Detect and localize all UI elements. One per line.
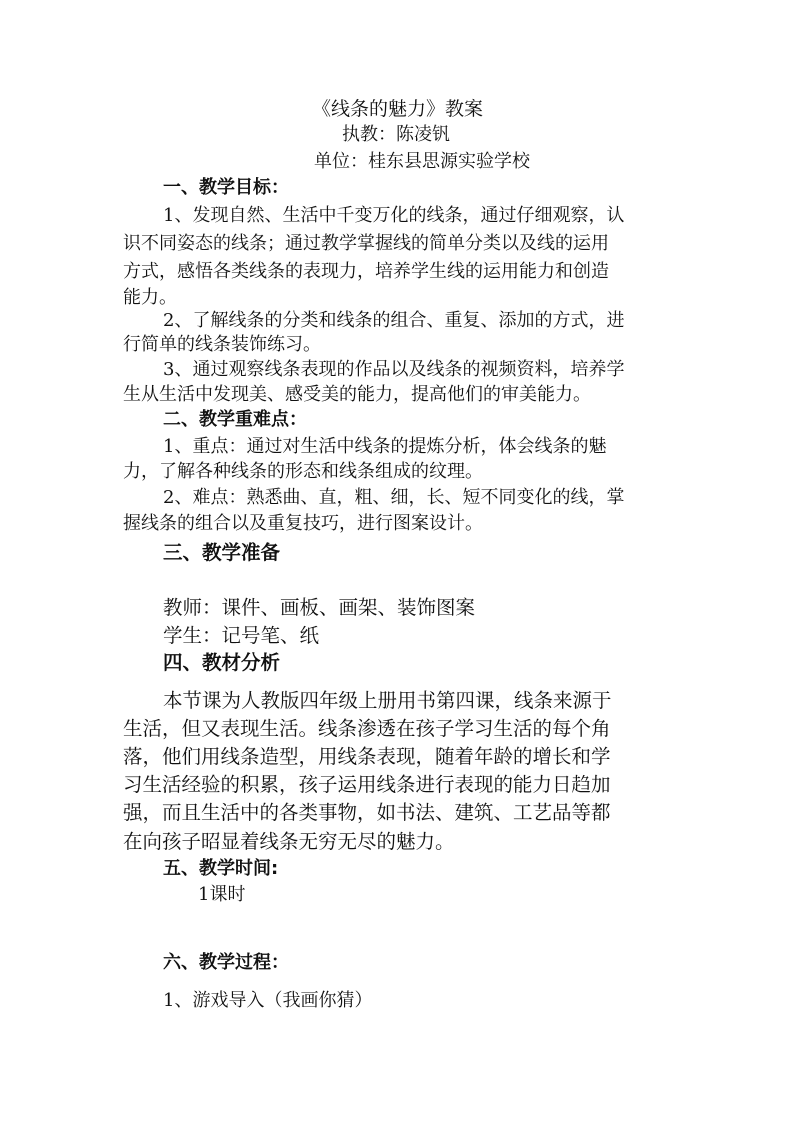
analysis-line-5: 强，而且生活中的各类事物，如书法、建筑、工艺品等都 bbox=[123, 801, 611, 824]
analysis-line-6: 在向孩子昭显着线条无穷无尽的魅力。 bbox=[123, 830, 455, 853]
section-heading-preparation: 三、教学准备 bbox=[163, 541, 281, 564]
key-point-line-2: 力，了解各种线条的形态和线条组成的纹理。 bbox=[123, 461, 483, 482]
analysis-line-3: 落，他们用线条造型，用线条表现，随着年龄的增长和学 bbox=[123, 745, 611, 768]
section-heading-key-points: 二、教学重难点： bbox=[163, 409, 307, 430]
document-title: 《线条的魅力》教案 bbox=[312, 98, 484, 120]
objective-1-line-2: 识不同姿态的线条；通过教学掌握线的简单分类以及线的运用 bbox=[123, 233, 609, 254]
objective-3-line-1: 3、通过观察线条表现的作品以及线条的视频资料，培养学 bbox=[163, 359, 625, 380]
objective-2-line-1: 2、了解线条的分类和线条的组合、重复、添加的方式，进 bbox=[163, 310, 625, 331]
student-materials: 学生：记号笔、纸 bbox=[163, 624, 320, 647]
teacher-line: 执教：陈凌钒 bbox=[342, 124, 450, 145]
objective-2-line-2: 行简单的线条装饰练习。 bbox=[123, 334, 321, 355]
teaching-time-value: 1课时 bbox=[198, 884, 246, 905]
process-step-1: 1、游戏导入（我画你猜） bbox=[163, 990, 373, 1011]
section-heading-objectives: 一、教学目标： bbox=[163, 177, 289, 198]
objective-3-line-2: 生从生活中发现美、感受美的能力，提高他们的审美能力。 bbox=[123, 384, 591, 405]
key-point-line-1: 1、重点：通过对生活中线条的提炼分析，体会线条的魅 bbox=[163, 436, 607, 457]
section-heading-process: 六、教学过程： bbox=[163, 952, 289, 973]
teacher-materials: 教师：课件、画板、画架、装饰图案 bbox=[163, 596, 476, 619]
objective-1-line-3: 方式，感悟各类线条的表现力，培养学生线的运用能力和创造 bbox=[123, 261, 609, 282]
analysis-line-4: 习生活经验的积累，孩子运用线条进行表现的能力日趋加 bbox=[123, 773, 611, 796]
section-heading-time: 五、教学时间: bbox=[163, 858, 279, 879]
section-heading-analysis: 四、教材分析 bbox=[163, 651, 281, 674]
analysis-line-2: 生活，但又表现生活。线条渗透在孩子学习生活的每个角 bbox=[123, 717, 611, 740]
analysis-line-1: 本节课为人教版四年级上册用书第四课，线条来源于 bbox=[163, 689, 612, 712]
objective-1-line-4: 能力。 bbox=[123, 287, 177, 308]
objective-1-line-1: 1、发现自然、生活中千变万化的线条，通过仔细观察，认 bbox=[163, 205, 625, 226]
unit-line: 单位：桂东县思源实验学校 bbox=[314, 151, 530, 172]
difficulty-line-1: 2、难点：熟悉曲、直，粗、细，长、短不同变化的线，掌 bbox=[163, 487, 625, 508]
difficulty-line-2: 握线条的组合以及重复技巧，进行图案设计。 bbox=[123, 513, 483, 534]
